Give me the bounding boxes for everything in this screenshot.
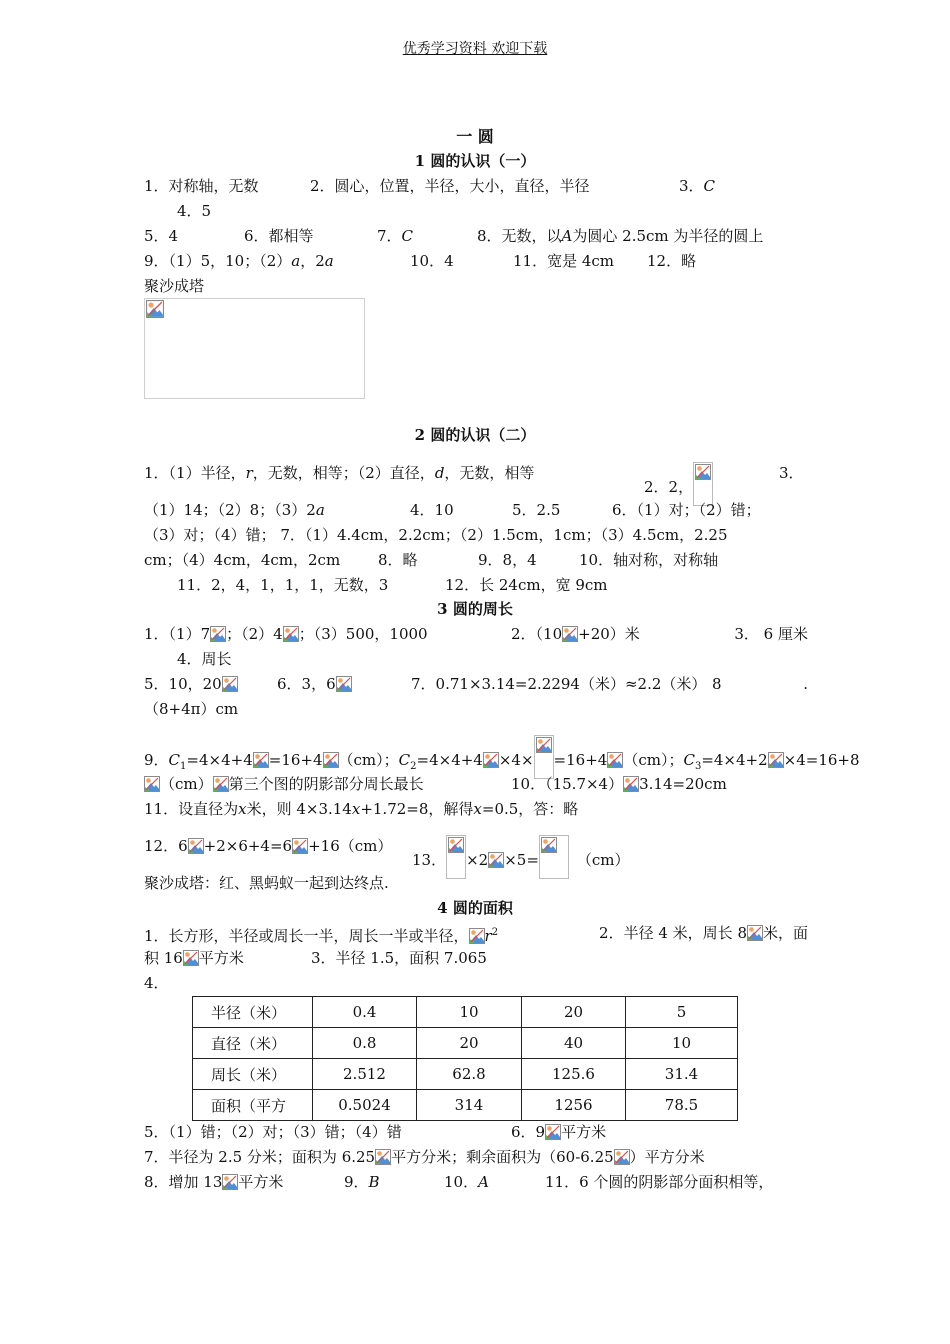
table-cell: 78.5 xyxy=(626,1090,738,1121)
s1-line-3: 5．4 6．都相等 7．C 8．无数，以A为圆心 2.5cm 为半径的圆上 xyxy=(144,227,764,245)
s2-line-1: 1．（1）半径，r，无数，相等；（2）直径，d，无数，相等 2．2， 3． xyxy=(144,462,808,484)
s3-line-4: （8+4π）cm xyxy=(144,700,239,718)
broken-image-icon xyxy=(469,928,485,944)
table-row xyxy=(193,1090,738,1121)
broken-image-icon xyxy=(144,776,160,792)
s2-line-5: 11．2，4，1，1，1，无数，3 12．长 24cm，宽 9cm xyxy=(177,576,608,594)
broken-image-icon xyxy=(292,838,308,854)
broken-image-icon xyxy=(614,1149,630,1165)
s1-jushachengta-label: 聚沙成塔 xyxy=(144,277,205,295)
s1-line-1: 1．对称轴，无数 2．圆心，位置，半径，大小，直径，半径 3．C xyxy=(144,177,716,195)
chapter-title: 一 圆 xyxy=(456,127,494,146)
table-row xyxy=(193,997,738,1028)
s4-line-3: 4． xyxy=(144,974,169,992)
table-cell: 314 xyxy=(417,1090,522,1121)
broken-image-icon xyxy=(562,626,578,642)
s4-line-2: 积 16 平方米 3．半径 1.5，面积 7.065 xyxy=(144,949,487,967)
s3-line-5: 9．$C_1=4\times 4+4$ =16+4 （cm）；$C_2=4\times 4+4$ ×4× =16+4 （cm）；$C_3=4\times 4+2$ ×4=16+8 xyxy=(144,735,808,757)
s3-line-7: 11．设直径为x米，则 4×3.14x+1.72=8，解得x=0.5，答：略 xyxy=(144,800,579,818)
table-cell: 20 xyxy=(522,997,626,1028)
broken-image-icon xyxy=(747,925,763,941)
table-cell: 0.4 xyxy=(313,997,417,1028)
broken-image-icon xyxy=(768,752,784,768)
s3-line-1: 1．（1）7 ；（2）4 ；（3）500，1000 2．（10 +20）米 3． 6 厘米 xyxy=(144,625,808,643)
broken-image-icon xyxy=(213,776,229,792)
table-cell: 1256 xyxy=(522,1090,626,1121)
s3-line-6: （cm） 第三个图的阴影部分周长最长 10．（15.7×4） 3.14=20cm xyxy=(144,773,808,795)
broken-image-icon xyxy=(222,676,238,692)
table-row xyxy=(193,1059,738,1090)
broken-image-icon xyxy=(483,752,499,768)
table-cell: 40 xyxy=(522,1028,626,1059)
s4-line-7: 8．增加 13 平方米 9．B 10．A 11．6 个圆的阴影部分面积相等， xyxy=(144,1173,774,1191)
table-cell: 31.4 xyxy=(626,1059,738,1090)
figure-frame xyxy=(144,298,365,399)
broken-image-icon xyxy=(283,626,299,642)
s4-line-1: 1．长方形，半径或周长一半，周长一半或半径， $r^2$ 2．半径 4 米，周长 8 米，面 xyxy=(144,924,808,945)
table-cell: 10 xyxy=(417,997,522,1028)
broken-image-icon xyxy=(183,950,199,966)
section-title-2: 2 圆的认识（二） xyxy=(414,426,536,444)
s2-line-2: （1）14；（2）8；（3）2a 4．10 5．2.5 6．（1）对；（2）错； xyxy=(144,501,761,519)
broken-image-icon xyxy=(375,1149,391,1165)
section-title-1: 1 圆的认识（一） xyxy=(414,152,536,170)
table-cell: 0.8 xyxy=(313,1028,417,1059)
table-cell: 5 xyxy=(626,997,738,1028)
table-row-header: 直径（米） xyxy=(193,1028,313,1059)
table-row xyxy=(193,1028,738,1059)
s3-line-9: 聚沙成塔：红、黑蚂蚁一起到达终点. xyxy=(144,874,389,892)
table-cell: 10 xyxy=(626,1028,738,1059)
section-title-4: 4 圆的面积 xyxy=(437,899,513,917)
table-cell: 2.512 xyxy=(313,1059,417,1090)
table-row-header: 周长（米） xyxy=(193,1059,313,1090)
s4-line-6: 7．半径为 2.5 分米；面积为 6.25 平方分米；剩余面积为（60-6.25 ）平方分米 xyxy=(144,1148,705,1166)
s2-line-3: （3）对；（4）错； 7．（1）4.4cm，2.2cm；（2）1.5cm，1cm；（3）4.5cm，2.25 xyxy=(144,526,728,544)
s2-line-4: cm；（4）4cm，4cm，2cm 8．略 9．8，4 10．轴对称，对称轴 xyxy=(144,551,719,569)
broken-image-icon xyxy=(146,300,164,318)
broken-image-icon xyxy=(623,776,639,792)
s1-line-2: 4．5 xyxy=(177,202,212,220)
page-header: 优秀学习资料 欢迎下载 xyxy=(402,41,548,57)
broken-image-icon xyxy=(336,676,352,692)
table-row-header: 半径（米） xyxy=(193,997,313,1028)
broken-image-icon xyxy=(545,1124,561,1140)
broken-image-icon xyxy=(253,752,269,768)
s3-line-8: 12．6 +2×6+4=6 +16（cm） 13． ×2 ×5= （cm） xyxy=(144,835,808,857)
s3-line-3: 5．10，20 6．3，6 7．0.71×3.14=2.2294（米）≈2.2（米） 8 . xyxy=(144,675,808,693)
table-cell: 62.8 xyxy=(417,1059,522,1090)
broken-image-icon xyxy=(188,838,204,854)
table-cell: 125.6 xyxy=(522,1059,626,1090)
table-cell: 0.5024 xyxy=(313,1090,417,1121)
circle-data-table xyxy=(192,996,738,1121)
s1-line-4: 9．（1）5，10；（2）a，2a 10．4 11．宽是 4cm 12．略 xyxy=(144,252,697,270)
broken-image-icon xyxy=(488,852,504,868)
broken-image-icon xyxy=(222,1174,238,1190)
table-row-header: 面积（平方 xyxy=(193,1090,313,1121)
s3-line-2: 4．周长 xyxy=(177,650,232,668)
s4-line-5: 5．（1）错；（2）对；（3）错；（4）错 6．9 平方米 xyxy=(144,1123,607,1141)
broken-image-icon xyxy=(210,626,226,642)
table-cell: 20 xyxy=(417,1028,522,1059)
broken-image-icon xyxy=(323,752,339,768)
section-title-3: 3 圆的周长 xyxy=(437,600,513,618)
broken-image-icon xyxy=(607,752,623,768)
